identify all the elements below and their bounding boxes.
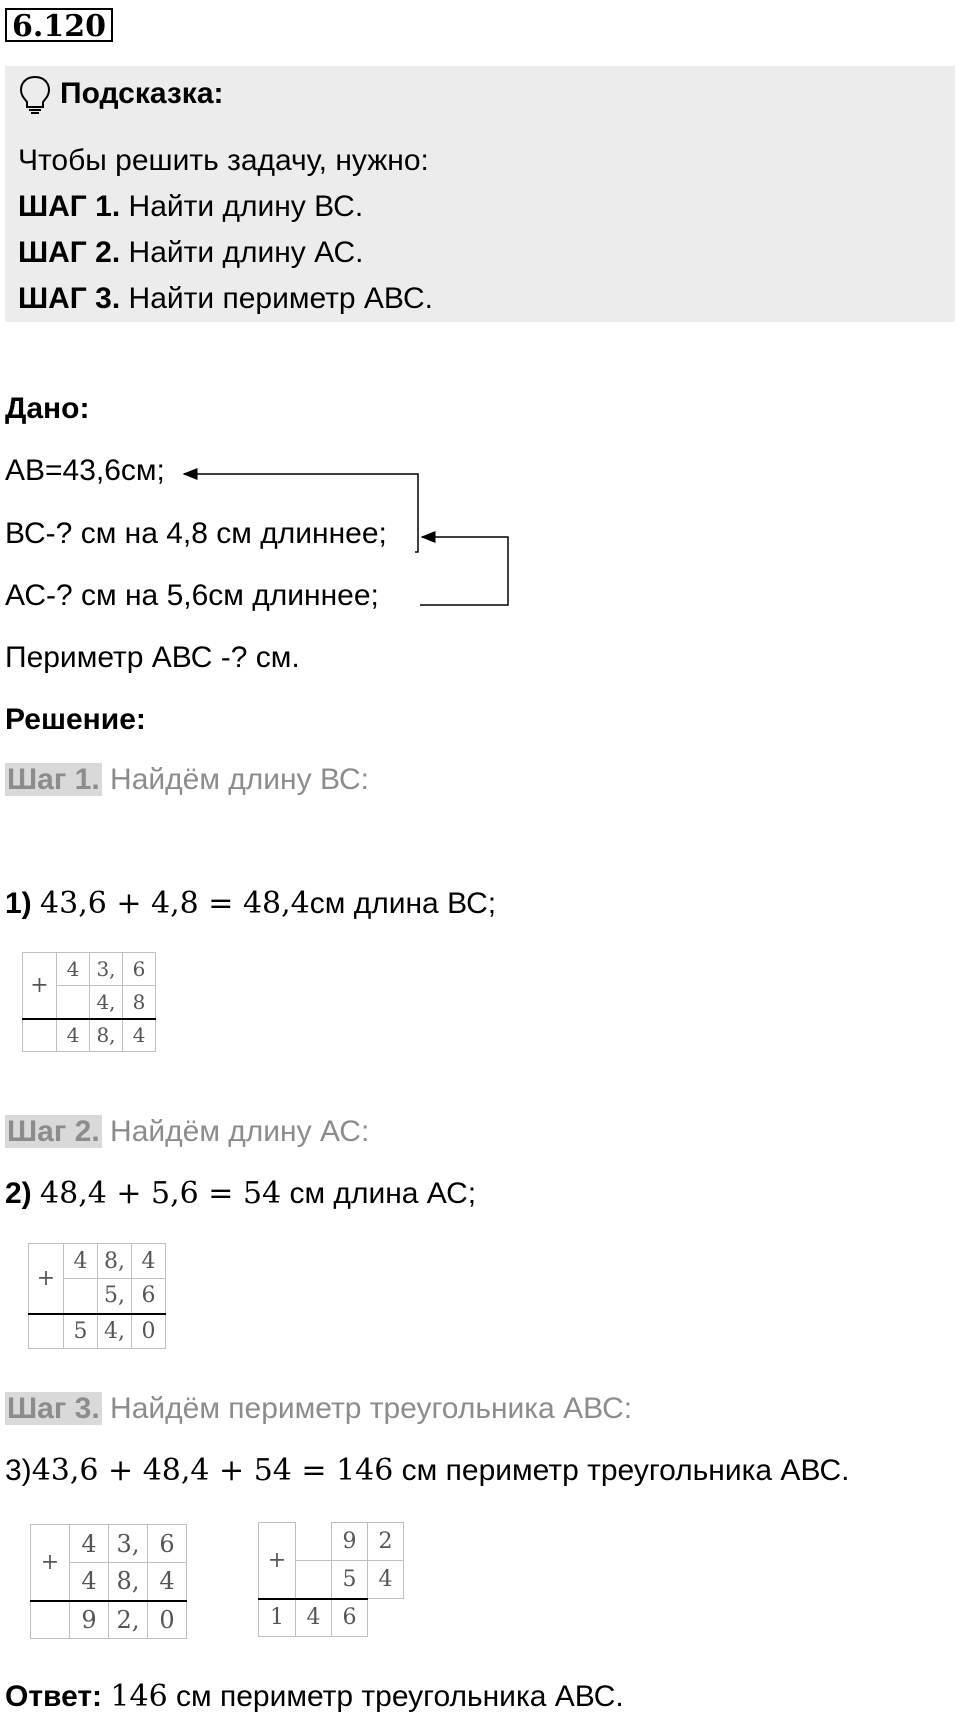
step2-equation <box>5 1176 476 1212</box>
step1-equation <box>5 886 496 922</box>
digit-cell: 1 <box>259 1599 296 1637</box>
digit-cell: 4, <box>98 1314 132 1349</box>
digit-cell: 6 <box>332 1599 368 1637</box>
relation-arrows <box>0 440 540 620</box>
lightbulb-icon <box>18 74 52 114</box>
digit-cell: 4, <box>90 986 123 1019</box>
digit-cell: 3, <box>109 1525 148 1563</box>
digit-cell: 4 <box>64 1244 98 1279</box>
digit-cell: 9 <box>70 1601 109 1639</box>
calc-table-step3-a <box>30 1524 187 1639</box>
digit-cell: 4 <box>123 1019 156 1052</box>
digit-cell: 6 <box>123 953 156 986</box>
equation-expression: 43,6 + 4,8 = 48,4 <box>40 886 310 921</box>
digit-cell <box>31 1601 70 1639</box>
digit-cell <box>23 1019 57 1052</box>
equation-expression: 48,4 + 5,6 = 54 <box>40 1176 282 1211</box>
hint-step-label: ШАГ 3. <box>18 282 121 315</box>
digit-cell: 8, <box>90 1019 123 1052</box>
digit-cell: 4 <box>57 1019 90 1052</box>
equation-result-text: см длина ВС; <box>309 887 497 920</box>
hint-step-text: Найти длину АС. <box>128 236 364 269</box>
step-label: Шаг 1. <box>7 763 100 796</box>
digit-cell: 2 <box>368 1523 404 1561</box>
step3-equation <box>5 1453 849 1489</box>
hint-step-text: Найти периметр АВС. <box>128 282 433 315</box>
digit-cell: 4 <box>70 1525 109 1563</box>
step2-heading <box>5 1114 369 1150</box>
hint-intro: Чтобы решить задачу, нужно: <box>18 144 429 177</box>
step-text: Найдём длину ВС: <box>110 763 369 796</box>
digit-cell: 4 <box>132 1244 166 1279</box>
hint-step-label: ШАГ 1. <box>18 190 121 223</box>
step-label: Шаг 2. <box>7 1115 100 1148</box>
given-line-bc: ВС-? см на 4,8 см длиннее; <box>5 517 387 550</box>
digit-cell: 8 <box>123 986 156 1019</box>
calc-table-step3-b <box>258 1522 404 1637</box>
equation-result-text: см длина АС; <box>281 1177 477 1210</box>
step3-heading <box>5 1391 632 1427</box>
digit-cell: 3, <box>90 953 123 986</box>
digit-cell: 4 <box>57 953 90 986</box>
plus-sign: + <box>31 1525 70 1601</box>
plus-sign: + <box>23 953 57 1019</box>
solution-title: Решение: <box>5 703 146 736</box>
digit-cell: 6 <box>132 1279 166 1314</box>
hint-step-3 <box>18 281 433 317</box>
digit-cell: 8, <box>109 1563 148 1601</box>
plus-sign: + <box>29 1244 64 1314</box>
digit-cell: 4 <box>296 1599 332 1637</box>
equation-number: 2) <box>5 1177 32 1210</box>
digit-cell <box>296 1561 332 1599</box>
hint-title: Подсказка: <box>60 77 224 110</box>
digit-cell: 0 <box>148 1601 187 1639</box>
step-text: Найдём длину АС: <box>110 1115 370 1148</box>
digit-cell: 2, <box>109 1601 148 1639</box>
digit-cell: 6 <box>148 1525 187 1563</box>
equation-result-text: см периметр треугольника АВС. <box>393 1454 850 1487</box>
hint-step-text: Найти длину ВС. <box>128 190 364 223</box>
digit-cell: 5 <box>64 1314 98 1349</box>
digit-cell: 9 <box>332 1523 368 1561</box>
digit-cell <box>64 1279 98 1314</box>
given-title: Дано: <box>5 392 90 425</box>
hint-step-2 <box>18 235 364 271</box>
answer <box>5 1679 624 1715</box>
given-line-ac: АС-? см на 5,6см длиннее; <box>5 579 379 612</box>
digit-cell: 4 <box>368 1561 404 1599</box>
answer-label: Ответ: <box>5 1680 103 1713</box>
problem-number: 6.120 <box>5 8 113 42</box>
given-line-perimeter: Периметр АВС -? см. <box>5 641 300 674</box>
digit-cell: 4 <box>70 1563 109 1601</box>
answer-value: 146 <box>110 1679 168 1714</box>
digit-cell <box>296 1523 332 1561</box>
calc-table-step1 <box>22 952 156 1052</box>
calc-table-step2 <box>28 1243 166 1349</box>
answer-text: см периметр треугольника АВС. <box>167 1680 624 1713</box>
step-label: Шаг 3. <box>7 1392 100 1425</box>
digit-cell: 8, <box>98 1244 132 1279</box>
digit-cell: 5, <box>98 1279 132 1314</box>
hint-step-1 <box>18 189 363 225</box>
plus-sign: + <box>259 1523 296 1599</box>
digit-cell <box>29 1314 64 1349</box>
given-line-ab: АВ=43,6см; <box>5 454 165 487</box>
equation-number: 3) <box>5 1454 32 1487</box>
digit-cell: 5 <box>332 1561 368 1599</box>
digit-cell <box>57 986 90 1019</box>
equation-expression: 43,6 + 48,4 + 54 = 146 <box>31 1453 394 1488</box>
step-text: Найдём периметр треугольника АВС: <box>110 1392 633 1425</box>
hint-step-label: ШАГ 2. <box>18 236 121 269</box>
digit-cell: 0 <box>132 1314 166 1349</box>
digit-cell: 4 <box>148 1563 187 1601</box>
equation-number: 1) <box>5 887 32 920</box>
step1-heading <box>5 762 369 798</box>
